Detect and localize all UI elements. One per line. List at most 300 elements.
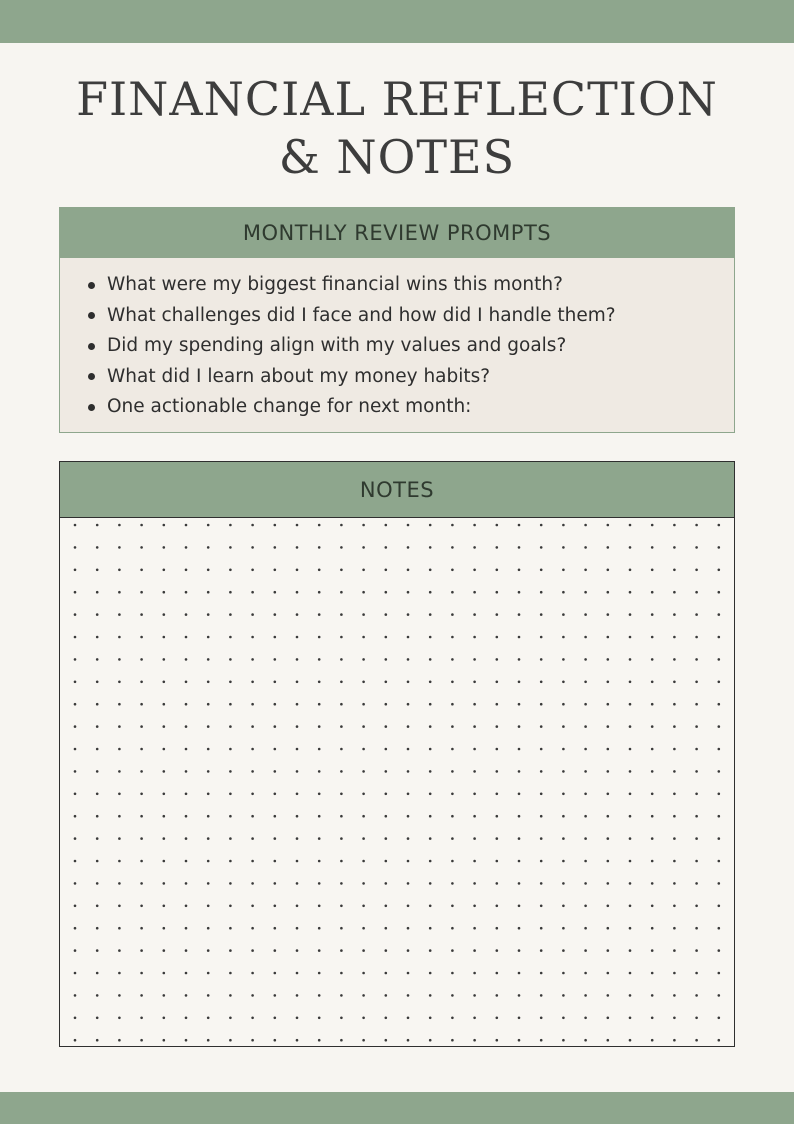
grid-dot — [96, 725, 99, 728]
grid-dot — [718, 681, 721, 684]
grid-dot — [651, 636, 654, 639]
grid-dot — [451, 972, 454, 975]
grid-dot — [562, 748, 565, 751]
grid-dot — [473, 569, 476, 572]
grid-dot — [518, 927, 521, 930]
grid-dot — [607, 681, 610, 684]
grid-dot — [518, 1039, 521, 1042]
grid-dot — [562, 703, 565, 706]
grid-dot — [140, 927, 143, 930]
grid-dot — [673, 905, 676, 908]
grid-dot — [207, 613, 210, 616]
grid-dot — [185, 703, 188, 706]
grid-dot — [629, 770, 632, 773]
grid-dot — [385, 748, 388, 751]
grid-dot — [318, 703, 321, 706]
grid-dot — [140, 546, 143, 549]
grid-dot — [362, 546, 365, 549]
grid-dot — [385, 860, 388, 863]
grid-dot — [429, 882, 432, 885]
grid-dot — [540, 882, 543, 885]
grid-dot — [451, 546, 454, 549]
grid-dot — [185, 905, 188, 908]
prompt-item — [88, 331, 734, 362]
grid-dot — [229, 815, 232, 818]
grid-dot — [318, 770, 321, 773]
grid-dot — [496, 748, 499, 751]
grid-dot — [229, 636, 232, 639]
grid-dot — [96, 636, 99, 639]
grid-dot — [296, 860, 299, 863]
grid-dot — [673, 681, 676, 684]
grid-dot — [629, 972, 632, 975]
grid-dot — [473, 1017, 476, 1020]
grid-dot — [118, 837, 121, 840]
grid-dot — [584, 1017, 587, 1020]
grid-dot — [718, 748, 721, 751]
grid-dot — [340, 703, 343, 706]
grid-dot — [540, 546, 543, 549]
grid-dot — [274, 994, 277, 997]
grid-dot — [340, 591, 343, 594]
grid-dot — [229, 591, 232, 594]
grid-dot — [185, 636, 188, 639]
grid-dot — [251, 927, 254, 930]
grid-dot — [229, 882, 232, 885]
grid-dot — [429, 681, 432, 684]
grid-dot — [207, 546, 210, 549]
grid-dot — [496, 972, 499, 975]
grid-dot — [74, 949, 77, 952]
grid-dot — [718, 636, 721, 639]
grid-dot — [473, 994, 476, 997]
grid-dot — [496, 658, 499, 661]
grid-dot — [651, 837, 654, 840]
grid-dot — [385, 994, 388, 997]
grid-dot — [74, 927, 77, 930]
grid-dot — [540, 1039, 543, 1042]
grid-dot — [673, 658, 676, 661]
grid-dot — [562, 793, 565, 796]
grid-dot — [473, 681, 476, 684]
grid-dot — [473, 636, 476, 639]
grid-dot — [274, 725, 277, 728]
grid-dot — [718, 546, 721, 549]
grid-dot — [318, 860, 321, 863]
prompt-item — [88, 270, 734, 301]
grid-dot — [362, 748, 365, 751]
grid-dot — [118, 591, 121, 594]
grid-dot — [229, 681, 232, 684]
grid-dot — [163, 994, 166, 997]
grid-dot — [695, 972, 698, 975]
grid-dot — [118, 815, 121, 818]
grid-dot — [163, 725, 166, 728]
grid-dot — [629, 994, 632, 997]
monthly-review-prompts-section — [59, 207, 735, 433]
grid-dot — [651, 770, 654, 773]
grid-dot — [207, 994, 210, 997]
grid-dot — [540, 748, 543, 751]
grid-dot — [74, 793, 77, 796]
grid-dot — [385, 972, 388, 975]
grid-dot — [518, 703, 521, 706]
grid-dot — [207, 569, 210, 572]
grid-dot — [496, 860, 499, 863]
grid-dot — [74, 613, 77, 616]
grid-dot — [651, 927, 654, 930]
grid-dot — [251, 613, 254, 616]
grid-dot — [451, 882, 454, 885]
grid-dot — [96, 569, 99, 572]
grid-dot — [496, 703, 499, 706]
grid-dot — [695, 569, 698, 572]
grid-dot — [140, 703, 143, 706]
grid-dot — [629, 636, 632, 639]
grid-dot — [540, 860, 543, 863]
grid-dot — [229, 793, 232, 796]
grid-dot — [562, 972, 565, 975]
grid-dot — [340, 748, 343, 751]
grid-dot — [496, 569, 499, 572]
grid-dot — [229, 994, 232, 997]
grid-dot — [385, 815, 388, 818]
grid-dot — [496, 546, 499, 549]
grid-dot — [718, 725, 721, 728]
grid-dot — [318, 972, 321, 975]
grid-dot — [118, 613, 121, 616]
grid-dot — [540, 793, 543, 796]
grid-dot — [651, 681, 654, 684]
grid-dot — [562, 837, 565, 840]
grid-dot — [540, 815, 543, 818]
grid-dot — [207, 1017, 210, 1020]
grid-dot — [340, 815, 343, 818]
grid-dot — [362, 658, 365, 661]
grid-dot — [518, 524, 521, 527]
grid-dot — [673, 882, 676, 885]
grid-dot — [718, 927, 721, 930]
grid-dot — [163, 927, 166, 930]
grid-dot — [163, 905, 166, 908]
grid-dot — [718, 1039, 721, 1042]
grid-dot — [251, 972, 254, 975]
grid-dot — [718, 882, 721, 885]
grid-dot — [140, 725, 143, 728]
grid-dot — [140, 905, 143, 908]
grid-dot — [584, 569, 587, 572]
grid-dot — [274, 613, 277, 616]
grid-dot — [185, 815, 188, 818]
grid-dot — [229, 546, 232, 549]
grid-dot — [340, 949, 343, 952]
grid-dot — [607, 860, 610, 863]
grid-dot — [185, 837, 188, 840]
grid-dot — [562, 994, 565, 997]
grid-dot — [118, 658, 121, 661]
grid-dot — [496, 613, 499, 616]
grid-dot — [340, 658, 343, 661]
grid-dot — [385, 524, 388, 527]
grid-dot — [340, 725, 343, 728]
grid-dot — [229, 524, 232, 527]
grid-dot — [629, 569, 632, 572]
grid-dot — [274, 703, 277, 706]
grid-dot — [74, 882, 77, 885]
grid-dot — [518, 815, 521, 818]
grid-dot — [296, 681, 299, 684]
grid-dot — [584, 524, 587, 527]
grid-dot — [318, 613, 321, 616]
grid-dot — [473, 613, 476, 616]
grid-dot — [340, 636, 343, 639]
grid-dot — [163, 748, 166, 751]
grid-dot — [584, 703, 587, 706]
grid-dot — [185, 860, 188, 863]
grid-dot — [651, 569, 654, 572]
grid-dot — [629, 725, 632, 728]
grid-dot — [451, 1017, 454, 1020]
grid-dot — [318, 1017, 321, 1020]
grid-dot — [340, 882, 343, 885]
grid-dot — [74, 524, 77, 527]
grid-dot — [74, 815, 77, 818]
grid-dot — [407, 658, 410, 661]
grid-dot — [385, 927, 388, 930]
grid-dot — [718, 569, 721, 572]
grid-dot — [274, 770, 277, 773]
grid-dot — [584, 860, 587, 863]
grid-dot — [296, 636, 299, 639]
grid-dot — [385, 837, 388, 840]
grid-dot — [229, 860, 232, 863]
grid-dot — [163, 837, 166, 840]
grid-dot — [318, 949, 321, 952]
grid-dot — [274, 972, 277, 975]
grid-dot — [518, 972, 521, 975]
grid-dot — [318, 837, 321, 840]
grid-dot — [407, 927, 410, 930]
grid-dot — [185, 949, 188, 952]
grid-dot — [651, 1039, 654, 1042]
grid-dot — [251, 882, 254, 885]
grid-dot — [473, 546, 476, 549]
grid-dot — [695, 681, 698, 684]
grid-dot — [385, 905, 388, 908]
grid-dot — [429, 770, 432, 773]
grid-dot — [229, 949, 232, 952]
grid-dot — [407, 569, 410, 572]
grid-dot — [562, 1017, 565, 1020]
grid-dot — [429, 793, 432, 796]
grid-dot — [429, 613, 432, 616]
grid-dot — [407, 1039, 410, 1042]
grid-dot — [163, 613, 166, 616]
grid-dot — [695, 949, 698, 952]
grid-dot — [496, 793, 499, 796]
grid-dot — [407, 793, 410, 796]
grid-dot — [540, 636, 543, 639]
grid-dot — [629, 815, 632, 818]
grid-dot — [118, 546, 121, 549]
grid-dot — [318, 927, 321, 930]
grid-dot — [451, 927, 454, 930]
grid-dot — [629, 1017, 632, 1020]
grid-dot — [118, 860, 121, 863]
grid-dot — [296, 613, 299, 616]
grid-dot — [318, 815, 321, 818]
grid-dot — [584, 658, 587, 661]
grid-dot — [229, 703, 232, 706]
grid-dot — [362, 994, 365, 997]
grid-dot — [718, 815, 721, 818]
grid-dot — [385, 703, 388, 706]
grid-dot — [207, 703, 210, 706]
grid-dot — [673, 725, 676, 728]
grid-dot — [296, 905, 299, 908]
prompt-item — [88, 301, 734, 332]
grid-dot — [362, 949, 365, 952]
grid-dot — [140, 860, 143, 863]
grid-dot — [118, 1039, 121, 1042]
grid-dot — [718, 1017, 721, 1020]
grid-dot — [362, 1017, 365, 1020]
grid-dot — [163, 524, 166, 527]
grid-dot — [407, 972, 410, 975]
grid-dot — [473, 591, 476, 594]
grid-dot — [296, 569, 299, 572]
grid-dot — [629, 1039, 632, 1042]
grid-dot — [584, 770, 587, 773]
notes-dot-grid-writing-area[interactable] — [60, 519, 734, 1046]
grid-dot — [429, 815, 432, 818]
grid-dot — [318, 681, 321, 684]
grid-dot — [562, 546, 565, 549]
grid-dot — [562, 882, 565, 885]
grid-dot — [673, 1039, 676, 1042]
grid-dot — [496, 1039, 499, 1042]
grid-dot — [163, 793, 166, 796]
grid-dot — [207, 1039, 210, 1042]
grid-dot — [74, 994, 77, 997]
grid-dot — [207, 591, 210, 594]
notes-heading: NOTES — [60, 462, 734, 518]
grid-dot — [518, 725, 521, 728]
grid-dot — [163, 703, 166, 706]
grid-dot — [673, 569, 676, 572]
grid-dot — [695, 591, 698, 594]
grid-dot — [629, 546, 632, 549]
grid-dot — [540, 591, 543, 594]
grid-dot — [96, 546, 99, 549]
grid-dot — [496, 949, 499, 952]
grid-dot — [429, 748, 432, 751]
grid-dot — [562, 681, 565, 684]
grid-dot — [451, 860, 454, 863]
grid-dot — [473, 524, 476, 527]
grid-dot — [584, 815, 587, 818]
grid-dot — [96, 994, 99, 997]
grid-dot — [718, 793, 721, 796]
page-title-line-2: & NOTES — [278, 130, 516, 184]
grid-dot — [429, 1017, 432, 1020]
grid-dot — [629, 860, 632, 863]
grid-dot — [185, 681, 188, 684]
page-title-line-1: FINANCIAL REFLECTION — [76, 72, 718, 126]
grid-dot — [274, 1017, 277, 1020]
grid-dot — [185, 524, 188, 527]
grid-dot — [251, 860, 254, 863]
grid-dot — [318, 546, 321, 549]
grid-dot — [296, 837, 299, 840]
grid-dot — [651, 725, 654, 728]
grid-dot — [629, 905, 632, 908]
grid-dot — [407, 681, 410, 684]
grid-dot — [385, 725, 388, 728]
grid-dot — [74, 770, 77, 773]
grid-dot — [140, 569, 143, 572]
grid-dot — [451, 949, 454, 952]
grid-dot — [607, 837, 610, 840]
grid-dot — [407, 524, 410, 527]
grid-dot — [496, 837, 499, 840]
grid-dot — [185, 569, 188, 572]
grid-dot — [362, 770, 365, 773]
prompt-item — [88, 392, 734, 423]
grid-dot — [74, 1039, 77, 1042]
bullet-icon — [88, 282, 95, 289]
bullet-icon — [88, 373, 95, 380]
grid-dot — [518, 569, 521, 572]
grid-dot — [673, 703, 676, 706]
grid-dot — [118, 882, 121, 885]
grid-dot — [207, 949, 210, 952]
grid-dot — [407, 725, 410, 728]
grid-dot — [718, 949, 721, 952]
grid-dot — [473, 658, 476, 661]
grid-dot — [629, 793, 632, 796]
grid-dot — [718, 994, 721, 997]
grid-dot — [74, 681, 77, 684]
grid-dot — [362, 636, 365, 639]
grid-dot — [473, 748, 476, 751]
grid-dot — [163, 546, 166, 549]
grid-dot — [118, 1017, 121, 1020]
grid-dot — [318, 793, 321, 796]
grid-dot — [340, 905, 343, 908]
grid-dot — [185, 927, 188, 930]
grid-dot — [429, 569, 432, 572]
grid-dot — [140, 1017, 143, 1020]
grid-dot — [318, 591, 321, 594]
grid-dot — [118, 994, 121, 997]
bullet-icon — [88, 343, 95, 350]
grid-dot — [296, 546, 299, 549]
grid-dot — [673, 927, 676, 930]
grid-dot — [163, 1017, 166, 1020]
grid-dot — [407, 882, 410, 885]
grid-dot — [496, 524, 499, 527]
grid-dot — [96, 793, 99, 796]
grid-dot — [118, 524, 121, 527]
grid-dot — [718, 837, 721, 840]
grid-dot — [318, 725, 321, 728]
grid-dot — [540, 703, 543, 706]
grid-dot — [496, 681, 499, 684]
grid-dot — [274, 860, 277, 863]
grid-dot — [429, 1039, 432, 1042]
grid-dot — [629, 949, 632, 952]
